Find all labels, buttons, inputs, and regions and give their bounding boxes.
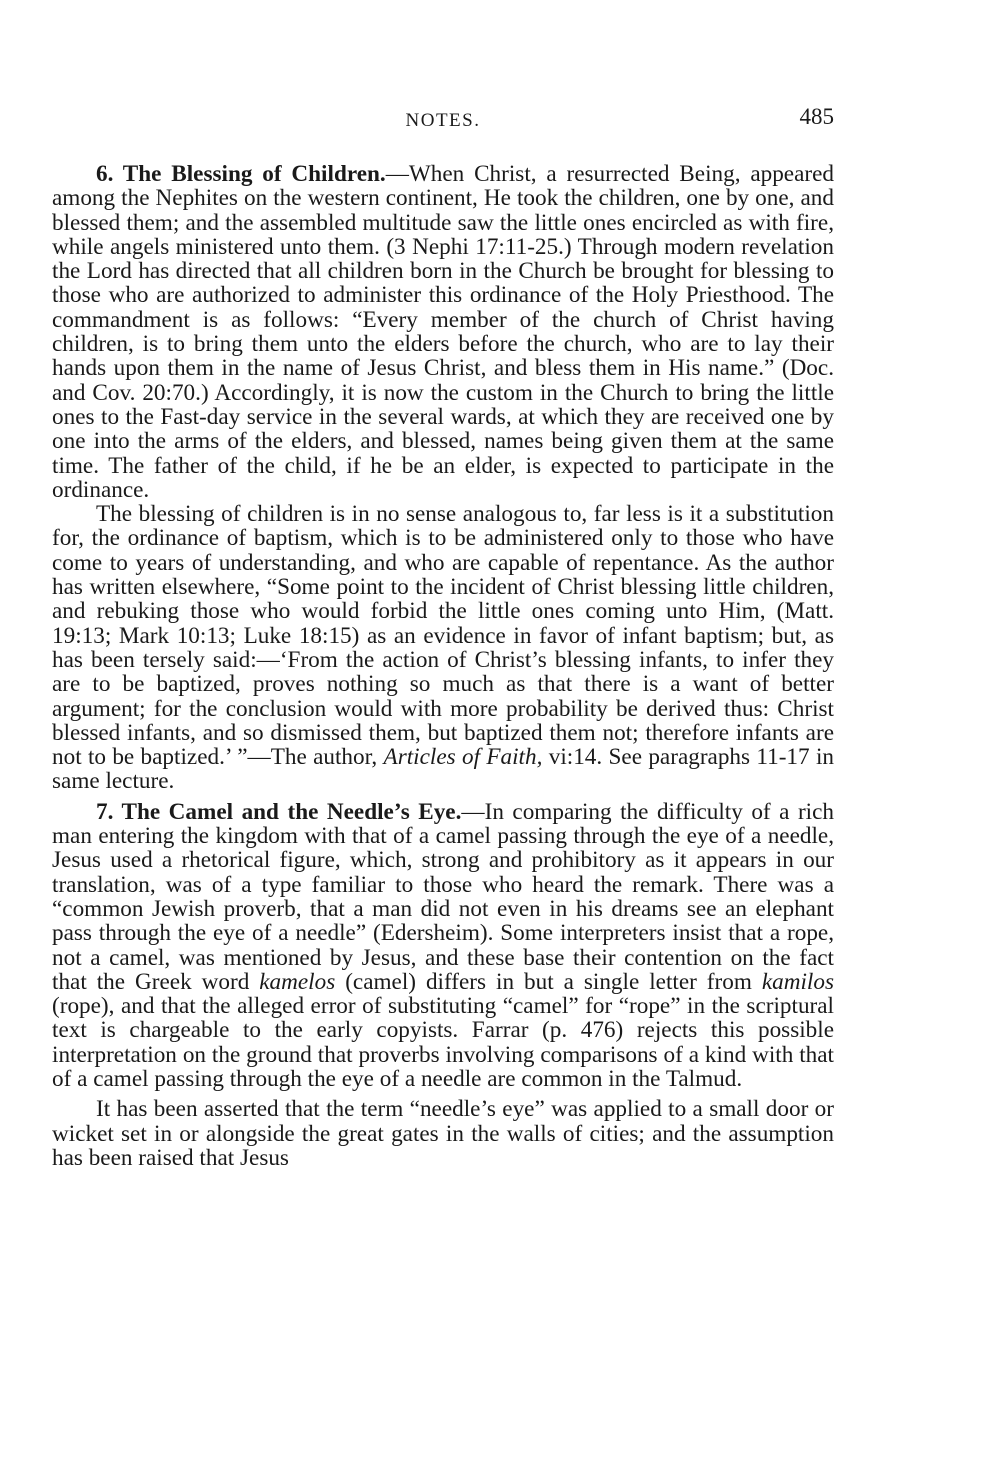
note-6-text-1: —When Christ, a resurrected Being, appeared among the Nephites on the western continent, He took the children, one by one, and blessed them; and the assembled multitude saw the little ones encircled as with fire, while angels ministered unto them. (3 Nephi 17:11-25.) Through modern revelation the Lord has directed that all children born in the Church be brought for blessing to those who are authorized to administer this ordinance of the Holy Priesthood. The commandment is as follows: “Every member of the church of Christ having children, is to bring them unto the elders before the church, who are to lay their hands upon them in the name of Jesus Christ, and bless them in His name.” (Doc. and Cov. 20:70.) Accordingly, it is now the custom in the Church to bring the little ones to the Fast-day service in the several wards, at which they are received one by one into the arms of the elders, and blessed, names being given them at the same time. The father of the child, if he be an elder, is expected to participate in the ordinance. [52,161,834,503]
note-6-heading [96,161,386,187]
greek-word-kamelos: kamelos [259,968,336,995]
note-6-text-2b: vi:14. See paragraphs 11-17 in same lecture. [52,744,834,795]
note-7-number: 7. [96,798,114,825]
note-6-paragraph-2 [52,502,834,794]
note-7-title: The Camel and the Needle’s Eye. [121,798,462,825]
note-7-text-2: It has been asserted that the term “needle’s eye” was applied to a small door or wicket set in or alongside the great gates in the walls of cities; and the assumption has been raised that Jesus [52,1096,834,1171]
note-7-paragraph-1 [52,800,834,1092]
note-6-paragraph-1 [52,162,834,502]
notes-body [52,162,834,1170]
page-number: 485 [799,104,834,129]
page-header [52,104,834,138]
note-6-title: The Blessing of Children. [122,161,386,187]
note-7-paragraph-2 [52,1097,834,1170]
greek-word-kamilos: kamilos [761,968,834,995]
note-7-text-1b: (camel) differs in but a single letter from [335,968,762,995]
note-6-text-2a: The blessing of children is in no sense analogous to, far less is it a substitution for, the ordinance of baptism, which is to be administered only to those who have come to years of understanding, and who are capable of repentance. As the author has written elsewhere, “Some point to the incident of Christ blessing little children, and rebuking those who would forbid the little ones coming unto Him, (Matt. 19:13; Mark 10:13; Luke 18:15) as an evidence in favor of infant baptism; but, as has been tersely said:—‘From the action of Christ’s blessing infants, to infer they are to be baptized, proves nothing so much as that there is a want of better argument; for the conclusion would with more probability be derived thus: Christ blessed infants, and so dismissed them, but baptized them not; therefore infants are not to be baptized.’ ”—The author, [52,501,834,771]
running-head: NOTES. [405,110,481,131]
book-title-italic: Articles of Faith, [383,744,543,771]
note-6-number: 6. [96,161,114,187]
note-7-heading [96,799,461,825]
note-7-text-1a: —In comparing the difficulty of a rich man entering the kingdom with that of a camel passing through the eye of a needle, Jesus used a rhetorical figure, which, strong and prohibitory as it appears in our translation, was of a type familiar to those who heard the remark. There was a “common Jewish proverb, that a man did not even in his dreams see an elephant pass through the eye of a needle” (Edersheim). Some interpreters insist that a rope, not a camel, was mentioned by Jesus, and these base their contention on the fact that the Greek word [52,798,835,995]
note-7-text-1c: (rope), and that the alleged error of substituting “camel” for “rope” in the scriptural text is chargeable to the early copyists. Farrar (p. 476) rejects this possible interpretation on the ground that proverbs involving comparisons of a kind with that of a camel passing through the eye of a needle are common in the Talmud. [52,993,834,1092]
